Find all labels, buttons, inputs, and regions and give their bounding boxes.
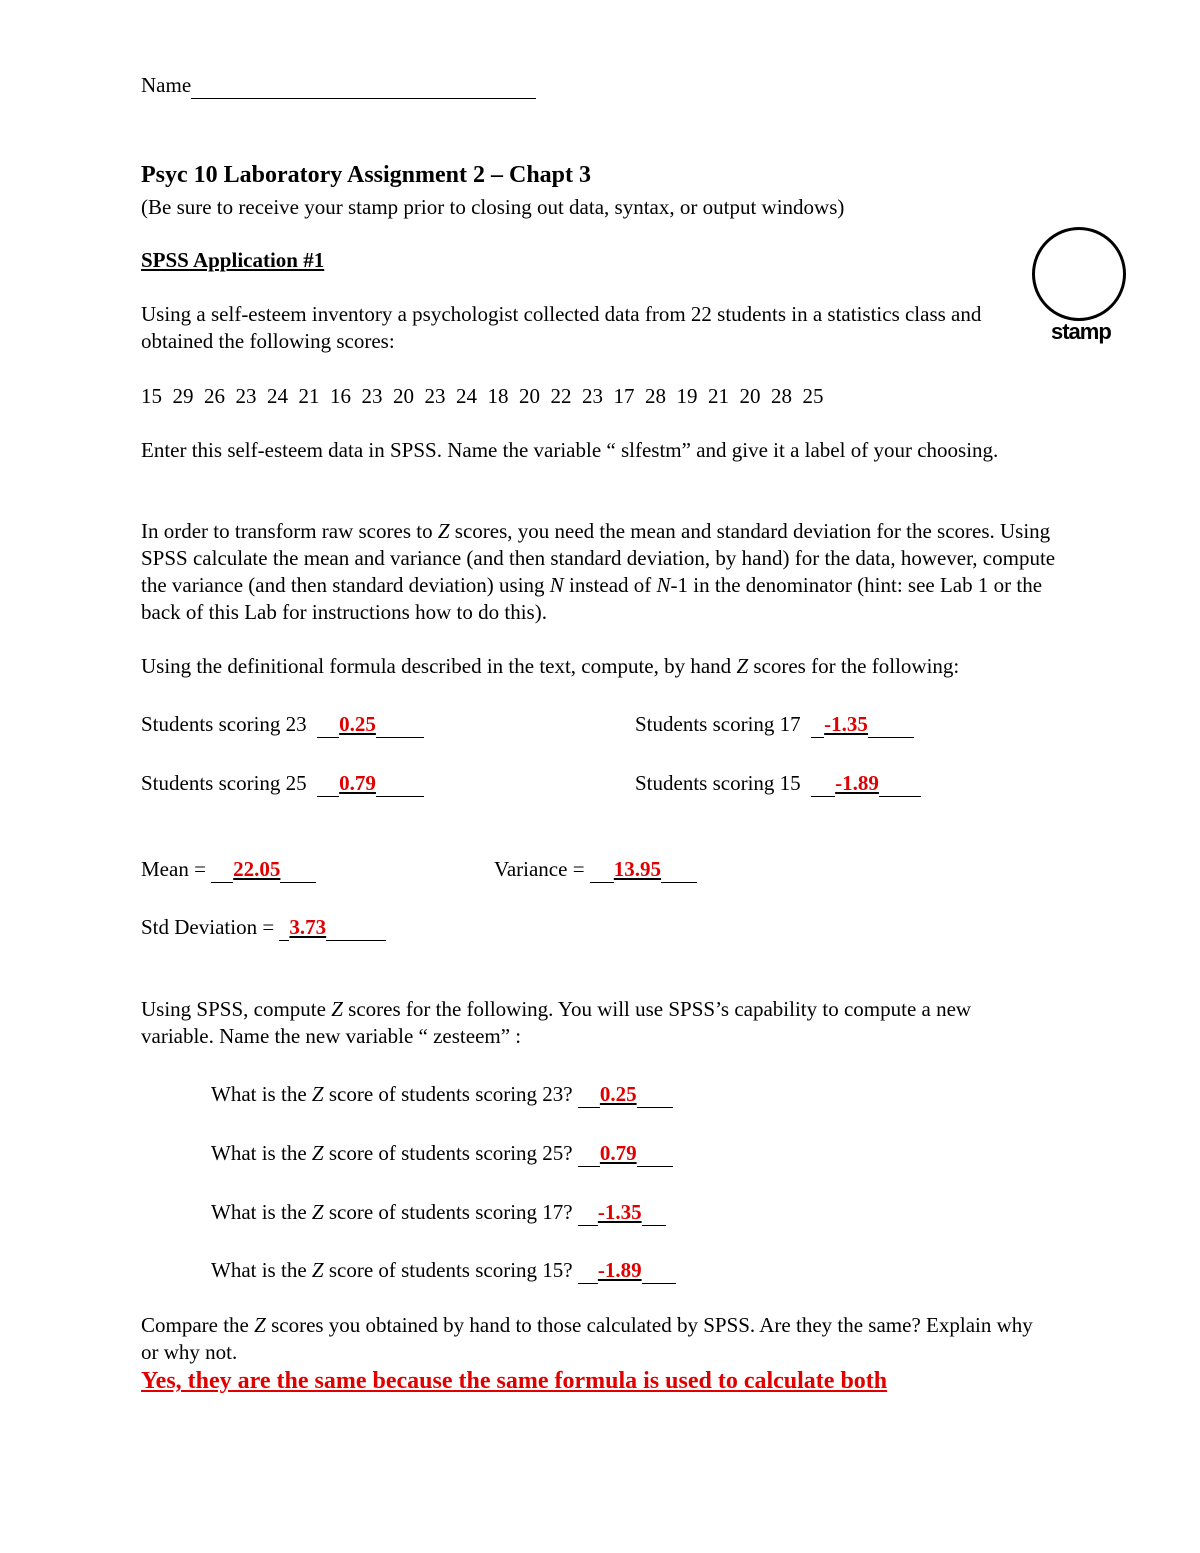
intro-paragraph: Using a self-esteem inventory a psychologist collected data from 22 students in a statistics class and obtained the following scores:: [141, 302, 982, 353]
spss-question-23: [211, 1081, 673, 1108]
text-part: What is the: [211, 1141, 312, 1165]
name-field: [141, 72, 536, 99]
spss-answer: 0.25: [599, 1082, 637, 1106]
variance-label: Variance =: [494, 857, 585, 881]
text-part: What is the: [211, 1200, 312, 1224]
hand-score-answer: -1.89: [835, 771, 879, 795]
z-symbol: Z: [331, 997, 343, 1021]
hand-score-label: Students scoring 25: [141, 771, 307, 795]
text-part: Using SPSS, compute: [141, 997, 332, 1021]
text-part: Using the definitional formula described in the text, compute, by hand: [141, 654, 737, 678]
text-part: score of students scoring 17?: [323, 1200, 573, 1224]
hand-score-25: [141, 770, 424, 797]
z-symbol: Z: [311, 1082, 324, 1106]
page-title: Psyc 10 Laboratory Assignment 2 – Chapt 3: [141, 162, 592, 188]
text-part: score of students scoring 23?: [323, 1082, 573, 1106]
hand-score-answer: 0.79: [339, 771, 376, 795]
text-part: In order to transform raw scores to: [141, 519, 438, 543]
hand-score-23: [141, 711, 424, 738]
stamp-label: stamp: [1051, 319, 1111, 344]
n-symbol: N: [656, 573, 671, 597]
instruction-spss: [141, 996, 1041, 1050]
spss-answer: -1.89: [597, 1258, 642, 1282]
text-part: scores for the following:: [748, 654, 960, 678]
sd-label: Std Deviation =: [141, 915, 275, 939]
instruction-enter: Enter this self-esteem data in SPSS. Name the variable “ slfestm” and give it a label of your choosing.: [141, 438, 999, 462]
text-part: What is the: [211, 1258, 312, 1282]
subtitle: (Be sure to receive your stamp prior to closing out data, syntax, or output windows): [141, 195, 845, 219]
hand-score-label: Students scoring 15: [635, 771, 801, 795]
text-part: What is the: [211, 1082, 312, 1106]
z-symbol: Z: [311, 1200, 324, 1224]
score-list: 15 29 26 23 24 21 16 23 20 23 24 18 20 22 23 17 28 19 21 20 28 25: [141, 384, 824, 408]
z-symbol: Z: [437, 519, 450, 543]
variance-field: [494, 856, 697, 883]
section-heading: SPSS Application #1: [141, 248, 325, 272]
text-part: scores, you need the mean and standard deviation for the scores. Using SPSS calculate the mean and variance (and then standard deviation, by hand) for the data, however, compute the variance (and then standard deviation) using: [141, 519, 1056, 597]
mean-label: Mean =: [141, 857, 206, 881]
mean-value: 22.05: [233, 857, 281, 881]
text-part: -1 in the denominator (hint: see Lab 1 or the back of this Lab for instructions how to do this).: [141, 573, 1043, 624]
hand-score-label: Students scoring 17: [635, 712, 801, 736]
spss-answer: 0.79: [599, 1141, 637, 1165]
z-symbol: Z: [254, 1313, 266, 1337]
z-symbol: Z: [311, 1258, 324, 1282]
z-symbol: Z: [736, 654, 749, 678]
n-symbol: N: [549, 573, 564, 597]
hand-score-label: Students scoring 23: [141, 712, 307, 736]
hand-score-15: [635, 770, 921, 797]
spss-answer: -1.35: [597, 1200, 642, 1224]
sd-field: [141, 914, 386, 941]
name-blank: [191, 78, 536, 99]
hand-score-17: [635, 711, 914, 738]
name-label: Name: [141, 73, 192, 97]
text-part: scores you obtained by hand to those calculated by SPSS. Are they the same? Explain why or why not.: [141, 1313, 1033, 1364]
text-part: instead of: [563, 573, 657, 597]
compare-paragraph: [141, 1312, 1041, 1366]
instruction-hand: [141, 653, 959, 680]
final-answer: Yes, they are the same because the same formula is used to calculate both: [141, 1368, 888, 1394]
text-part: Compare the: [141, 1313, 255, 1337]
variance-value: 13.95: [613, 857, 662, 881]
spss-question-15: [211, 1257, 676, 1284]
spss-question-17: [211, 1199, 666, 1226]
instruction-transform: [141, 518, 1071, 626]
sd-value: 3.73: [289, 915, 327, 939]
spss-question-25: [211, 1140, 673, 1167]
mean-field: [141, 856, 316, 883]
z-symbol: Z: [311, 1141, 324, 1165]
hand-score-answer: -1.35: [824, 712, 868, 736]
hand-score-answer: 0.25: [339, 712, 376, 736]
text-part: score of students scoring 25?: [323, 1141, 573, 1165]
text-part: score of students scoring 15?: [323, 1258, 573, 1282]
text-part: scores for the following. You will use SPSS’s capability to compute a new variable. Name the new variable “ zesteem” :: [141, 997, 972, 1048]
